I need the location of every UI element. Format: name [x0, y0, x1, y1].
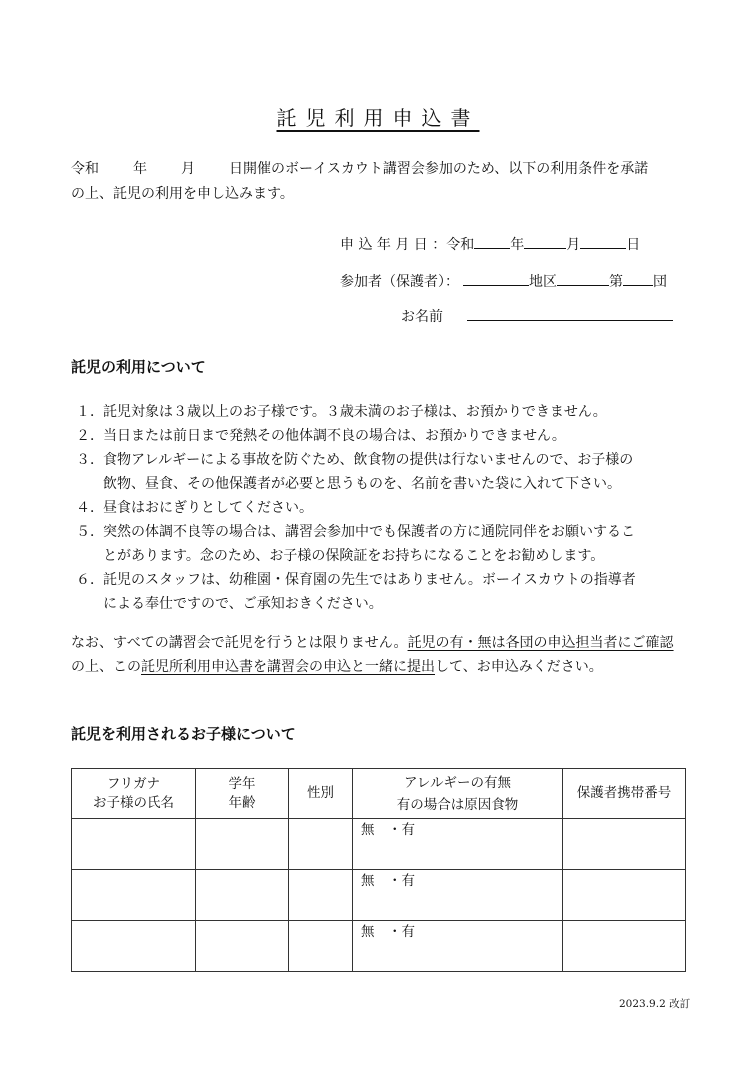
children-table [71, 768, 686, 972]
intro-line-2: の上、託児の利用を申し込みます。 [71, 186, 294, 202]
page-title: 託児利用申込書 [276, 106, 480, 130]
header-allergy: アレルギーの有無 有の場合は原因食物 [353, 769, 563, 819]
troop-field[interactable] [557, 271, 609, 286]
header-gender: 性別 [289, 769, 353, 819]
list-item: とがあります。念のため、お子様の保険証をお持ちになることをお勧めします。 [103, 548, 605, 564]
list-item: による奉仕ですので、ご承知おきください。 [103, 596, 383, 612]
section-heading-children: 託児を利用されるお子様について [71, 725, 296, 743]
note-line-1: なお、すべての講習会で託児を行うとは限りません。託児の有・無は各団の申込担当者にご確認 [71, 635, 674, 651]
revision-date: 2023.9.2 改訂 [619, 998, 691, 1010]
list-item: 昼食はおにぎりとしてください。 [103, 500, 313, 516]
table-row [72, 870, 686, 921]
phone-cell[interactable] [563, 921, 686, 972]
name-cell[interactable] [72, 870, 196, 921]
intro-line-1: 令和 年 月 日開催のボーイスカウト講習会参加のため、以下の利用条件を承諾 [71, 161, 649, 177]
gender-cell[interactable] [289, 921, 353, 972]
district-field[interactable] [463, 271, 529, 286]
list-item: 託児のスタッフは、幼稚園・保育園の先生ではありません。ボーイスカウトの指導者 [103, 572, 636, 588]
phone-cell[interactable] [563, 870, 686, 921]
list-item-number: ６． [76, 572, 104, 588]
list-item: 突然の体調不良等の場合は、講習会参加中でも保護者の方に通院同伴をお願いするこ [103, 524, 635, 540]
gender-cell[interactable] [289, 819, 353, 870]
list-item-number: ４． [76, 500, 104, 516]
list-item: 当日または前日まで発熱その他体調不良の場合は、お預かりできません。 [103, 428, 566, 444]
troop-number-field[interactable] [623, 271, 653, 286]
list-item-number: １． [76, 404, 104, 420]
name-row: お名前 [401, 306, 673, 326]
table-header-row [72, 769, 686, 819]
month-field[interactable] [524, 234, 566, 249]
participant-row: 参加者（保護者）： 地区 第 団 [340, 271, 667, 291]
name-field[interactable] [467, 306, 673, 321]
allergy-cell[interactable]: 無 ・有 [353, 870, 563, 921]
section-heading-usage: 託児の利用について [71, 358, 206, 376]
allergy-cell[interactable]: 無 ・有 [353, 921, 563, 972]
allergy-cell[interactable]: 無 ・有 [353, 819, 563, 870]
grade-age-cell[interactable] [196, 870, 289, 921]
day-field[interactable] [580, 234, 626, 249]
name-cell[interactable] [72, 921, 196, 972]
header-grade-age: 学年 年齢 [196, 769, 289, 819]
list-item: 飲物、昼食、その他保護者が必要と思うものを、名前を書いた袋に入れて下さい。 [103, 476, 621, 492]
note-line-2: の上、この託児所利用申込書を講習会の申込と一緒に提出して、お申込みください。 [71, 659, 603, 675]
phone-cell[interactable] [563, 819, 686, 870]
name-cell[interactable] [72, 819, 196, 870]
list-item: 食物アレルギーによる事故を防ぐため、飲食物の提供は行ないませんので、お子様の [103, 452, 634, 468]
table-row [72, 921, 686, 972]
gender-cell[interactable] [289, 870, 353, 921]
application-date-row: 申 込 年 月 日 ：令和 年 月 日 [340, 234, 640, 254]
list-item: 託児対象は３歳以上のお子様です。３歳未満のお子様は、お預かりできません。 [103, 404, 607, 420]
header-name: フリガナ お子様の氏名 [72, 769, 196, 819]
header-guardian-phone: 保護者携帯番号 [563, 769, 686, 819]
list-item-number: ５． [76, 524, 104, 540]
year-field[interactable] [474, 234, 510, 249]
table-row [72, 819, 686, 870]
grade-age-cell[interactable] [196, 819, 289, 870]
list-item-number: ３． [76, 452, 104, 468]
grade-age-cell[interactable] [196, 921, 289, 972]
list-item-number: ２． [76, 428, 104, 444]
